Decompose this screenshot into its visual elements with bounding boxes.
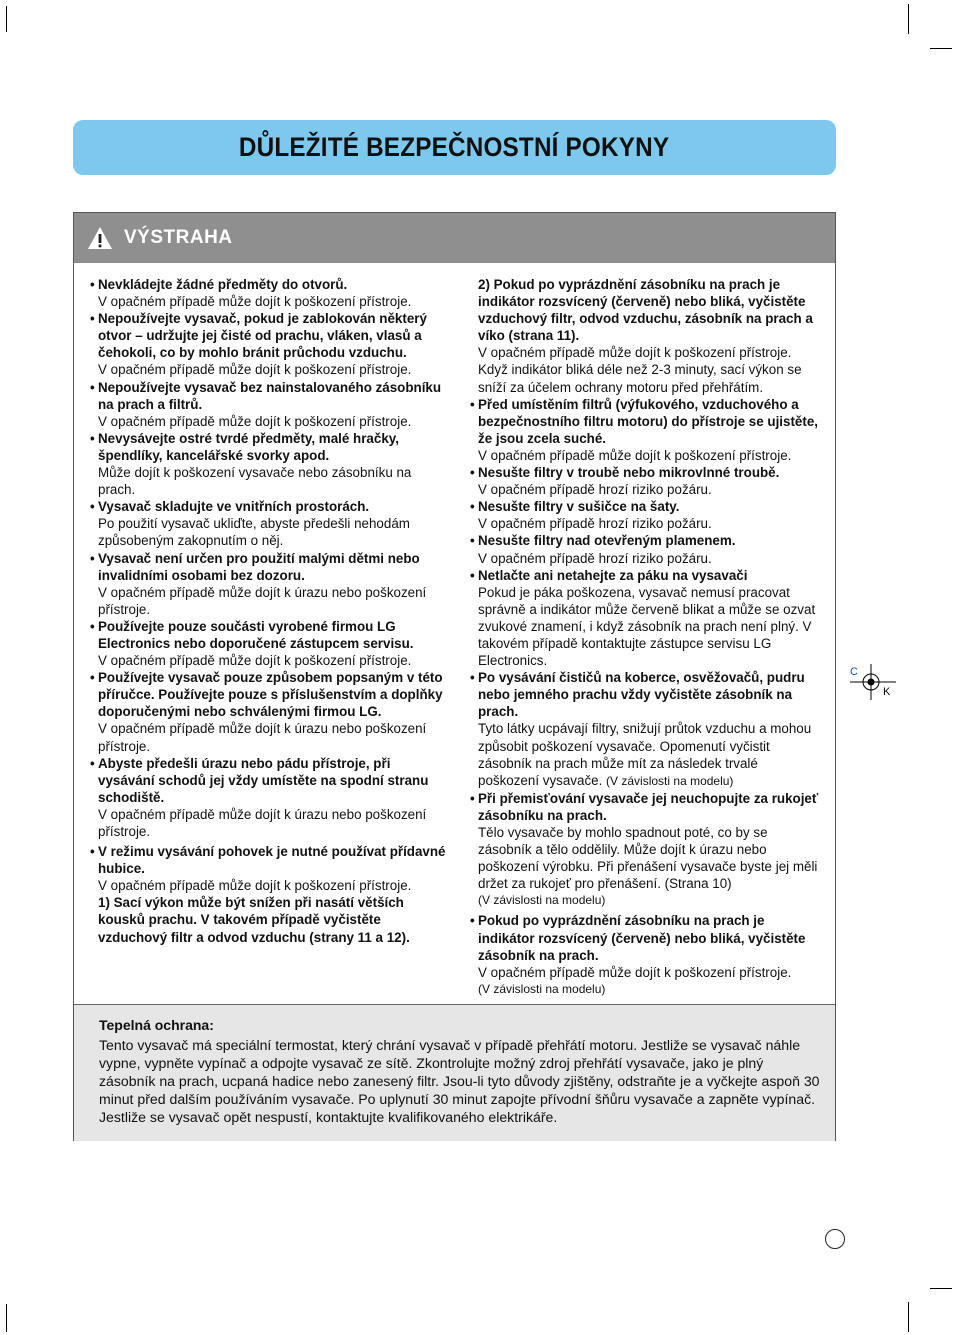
item-heading: • V režimu vysávání pohovek je nutné používat přídavné hubice. — [98, 844, 446, 877]
item-text: V opačném případě hrozí riziko požáru. — [478, 516, 712, 532]
item-heading: • Netlačte ani netahejte za páku na vysavači — [478, 567, 748, 583]
registration-label-c: C — [850, 666, 858, 678]
item-text: V opačném případě může dojít k úrazu nebo poškození přístroje. — [98, 721, 427, 754]
warning-box — [73, 212, 836, 1141]
item-heading: • Po vysávání čističů na koberce, osvěžovačů, pudru nebo jemného prachu vždy vyčistěte zásobník na prach. — [478, 670, 805, 720]
warning-triangle-icon — [87, 226, 113, 250]
left-column — [90, 276, 450, 946]
list-item — [90, 310, 450, 378]
item-text: Po použití vysavač ukliďte, abyste předešli nehodám způsobeným zakopnutím o něj. — [98, 516, 410, 549]
item-heading: • Nepoužívejte vysavač, pokud je zablokován některý otvor – udržujte jej čisté od prachu, vláken, vlasů a čehokoli, co by mohlo bránit průchodu vzduchu. — [98, 311, 427, 361]
list-item — [470, 532, 822, 566]
thermal-protection-box — [74, 1004, 835, 1141]
thermal-title: Tepelná ochrana: — [99, 1017, 214, 1033]
item-text: V opačném případě může dojít k poškození přístroje. Když indikátor bliká déle než 2-3 minuty, sací výkon se sníží za účelem ochrany motoru před přehřátím. — [478, 345, 802, 395]
thermal-text: Tento vysavač má speciální termostat, který chrání vysavač v případě přehřátí motoru. Jestliže se vysavač náhle vypne, vypněte vypínač a odpojte vysavač ze sítě. Zkontrolujte možný zdroj přehřátí vysavače, jako je plný zásobník na prach, ucpaná hadice nebo zanesený filtr. Jsou-li tyto důvody zjištěny, odstraňte je a vyčkejte aspoň 30 minut před dalším používáním vysavače. Po uplynutí 30 minut zapojte přívodní šňůru vysavače a zapněte vypínač. Jestliže se vysavač opět nespustí, kontaktujte kvalifikovaného elektrikáře. — [99, 1037, 820, 1125]
item-heading: • Nevkládejte žádné předměty do otvorů. — [98, 277, 348, 292]
list-item — [470, 790, 822, 910]
model-note: (V závislosti na modelu) — [606, 773, 734, 788]
crop-mark — [930, 1288, 952, 1289]
list-item — [470, 464, 822, 498]
item-heading: • Používejte pouze součásti vyrobené firmou LG Electronics nebo doporučené zástupcem servisu. — [98, 618, 414, 651]
item-text: V opačném případě může dojít k poškození přístroje. — [98, 362, 412, 378]
crop-mark — [6, 6, 7, 32]
item-text: V opačném případě může dojít k poškození přístroje. — [98, 413, 412, 429]
list-item — [470, 912, 822, 997]
item-text: V opačném případě může dojít k poškození přístroje. — [98, 294, 412, 310]
item-heading: • Nevysávejte ostré tvrdé předměty, malé hračky, špendlíky, kancelářské svorky apod. — [98, 430, 399, 463]
item-heading: • Vysavač není určen pro použití malými dětmi nebo invalidními osobami bez dozoru. — [98, 550, 420, 583]
page-number-circle — [825, 1229, 845, 1249]
item-heading: • Používejte vysavač pouze způsobem popsaným v této příručce. Používejte pouze s příslušenstvím a doplňky doporučenými nebo schválenými firmou LG. — [98, 670, 443, 720]
item-heading: • Vysavač skladujte ve vnitřních prostorách. — [98, 499, 370, 515]
list-item — [90, 379, 450, 430]
item-text: Tělo vysavače by mohlo spadnout poté, co by se zásobník a tělo oddělily. Může dojít k úrazu nebo poškození výrobku. Při přenášení vysavače byste jej měli držet za rukojeť pro přenášení. (Strana 10) — [478, 825, 818, 892]
registration-label-k: K — [883, 686, 891, 698]
item-heading: • Nesušte filtry nad otevřeným plamenem. — [478, 533, 736, 549]
item-heading: • Nepoužívejte vysavač bez nainstalovaného zásobníku na prach a filtrů. — [98, 379, 442, 412]
model-note: (V závislosti na modelu) — [478, 981, 606, 996]
item-text: V opačném případě může dojít k úrazu nebo poškození přístroje. — [98, 584, 427, 617]
item-heading: • Nesušte filtry v troubě nebo mikrovlnné troubě. — [478, 465, 780, 481]
crop-mark — [930, 48, 952, 49]
list-item — [470, 498, 822, 532]
right-column — [470, 276, 822, 998]
item-heading: • Při přemisťování vysavače jej neuchopujte za rukojeť zásobníku na prach. — [478, 790, 819, 823]
item-heading: • Pokud po vyprázdnění zásobníku na prach je indikátor rozsvícený (červeně) nebo bliká, vyčistěte zásobník na prach. — [478, 913, 806, 963]
item-text: V opačném případě může dojít k poškození přístroje. — [98, 878, 412, 894]
crop-mark — [908, 1302, 909, 1332]
item-text: Pokud je páka poškozena, vysavač nemusí pracovat správně a indikátor může červeně blikat a může se ozvat zvukové znamení, i když zásobník na prach není plný. V takovém případě kontaktujte zástupce servisu LG Electronics. — [478, 584, 816, 669]
crop-mark — [6, 1304, 7, 1332]
list-item — [90, 550, 450, 618]
item-text: V opačném případě hrozí riziko požáru. — [478, 550, 712, 566]
list-item — [90, 430, 450, 498]
item-text: V opačném případě může dojít k poškození přístroje. — [478, 964, 792, 980]
list-item — [470, 669, 822, 790]
list-item — [90, 498, 450, 549]
item-subpoint: 1) Sací výkon může být snížen při nasátí větších kousků prachu. V takovém případě vyčistěte vzduchový filtr a odvod vzduchu (strany 11 a 12). — [98, 895, 410, 945]
list-item — [90, 669, 450, 754]
warning-heading: VÝSTRAHA — [124, 227, 233, 248]
list-item — [90, 276, 450, 310]
item-text: V opačném případě může dojít k poškození přístroje. — [478, 447, 792, 463]
item-text: V opačném případě hrozí riziko požáru. — [478, 482, 712, 498]
crop-mark — [908, 4, 909, 34]
list-item — [90, 618, 450, 669]
list-item — [90, 755, 450, 840]
item-text: Může dojít k poškození vysavače nebo zásobníku na prach. — [98, 465, 412, 498]
item-text: V opačném případě může dojít k úrazu nebo poškození přístroje. — [98, 806, 427, 839]
list-item — [90, 843, 450, 946]
list-item — [470, 396, 822, 464]
item-heading: • Abyste předešli úrazu nebo pádu přístroje, při vysávání schodů jej vždy umístěte na spodní stranu schodiště. — [98, 755, 429, 805]
item-heading: 2) Pokud po vyprázdnění zásobníku na prach je indikátor rozsvícený (červeně) nebo bliká, vyčistěte vzduchový filtr, odvod vzduchu, zásobník na prach a víko (strana 11). — [478, 277, 813, 344]
item-text: Tyto látky ucpávají filtry, snižují průtok vzduchu a mohou způsobit poškození vysavače. Opomenutí vyčistit zásobník na prach může mít za následek trvalé poškození vysavače. — [478, 721, 812, 788]
item-heading: • Před umístěním filtrů (výfukového, vzduchového a bezpečnostního filtru motoru) do přístroje se ujistěte, že jsou zcela suché. — [478, 396, 818, 446]
list-item — [470, 567, 822, 670]
list-item-continued — [470, 276, 822, 396]
item-text: V opačném případě může dojít k poškození přístroje. — [98, 653, 412, 669]
page-title: DŮLEŽITÉ BEZPEČNOSTNÍ POKYNY — [239, 132, 670, 162]
item-heading: • Nesušte filtry v sušičce na šaty. — [478, 499, 680, 515]
title-banner — [73, 120, 836, 175]
warning-header — [74, 213, 835, 263]
model-note: (V závislosti na modelu) — [478, 893, 606, 908]
